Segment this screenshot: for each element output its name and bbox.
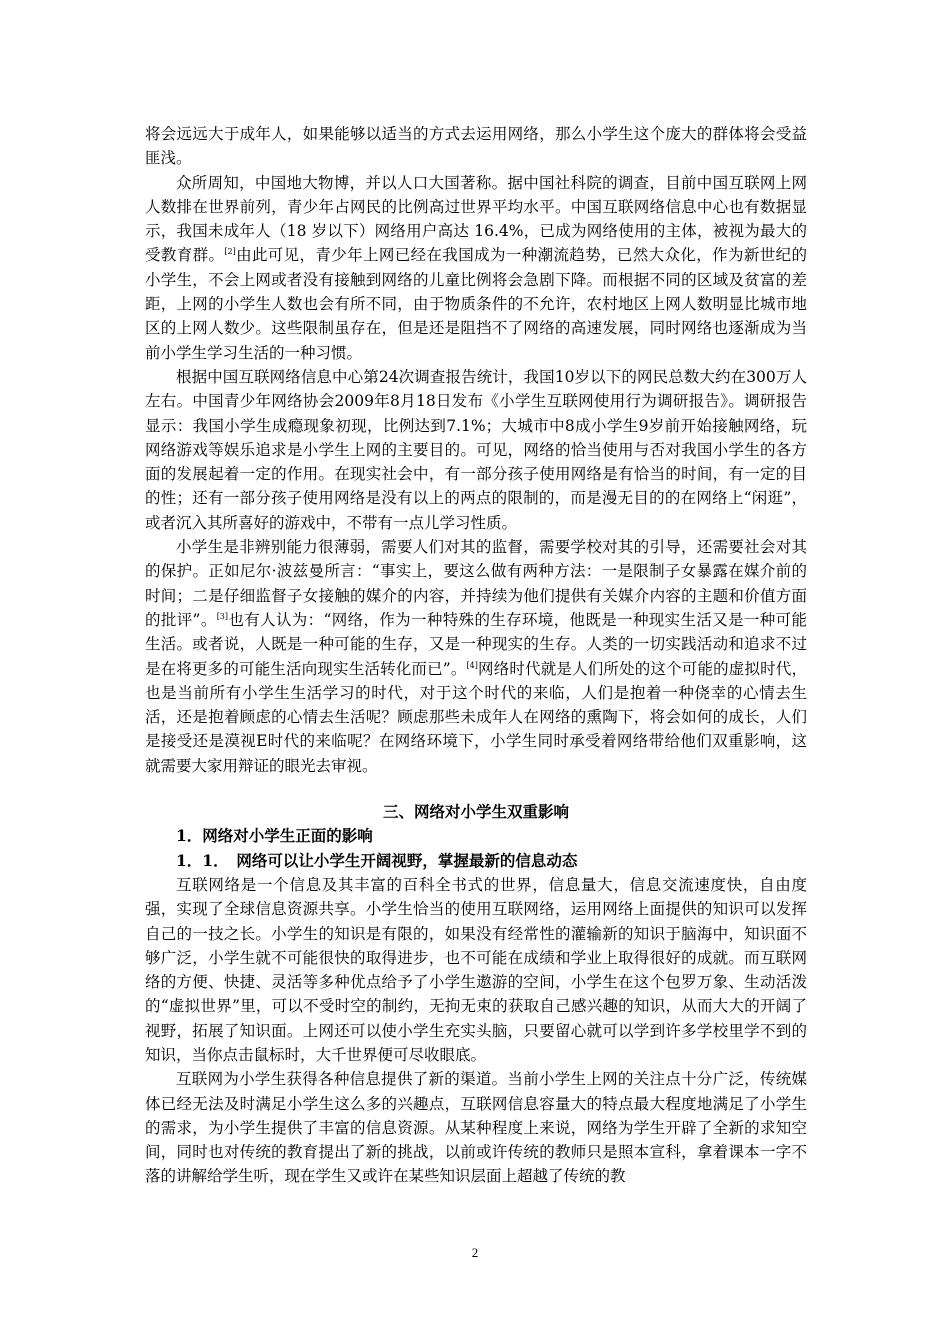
paragraph-2 bbox=[145, 171, 807, 365]
paragraph-2-text-a: 众所周知，中国地大物博，并以人口大国著称。据中国社科院的调查，目前中国互联网上网人数排在世界前列，青少年占网民的比例高过世界平均水平。中国互联网络信息中心也有数据显示，我国未成年人（18 岁以下）网络用户高达 16.4%，已成为网络使用的主体，被视为最大的受教育群。 bbox=[145, 173, 807, 265]
citation-4: [4] bbox=[466, 660, 478, 670]
paragraph-3: 根据中国互联网络信息中心第24次调查报告统计，我国10岁以下的网民总数大约在300万人左右。中国青少年网络协会2009年8月18日发布《小学生互联网使用行为调研报告》。调研报告显示：我国小学生成瘾现象初现，比例达到7.1%；大城市中8成小学生9岁前开始接触网络，玩网络游戏等娱乐追求是小学生上网的主要目的。可见，网络的恰当使用与否对我国小学生的各方面的发展起着一定的作用。在现实社会中，有一部分孩子使用网络是有恰当的时间，有一定的目的性；还有一部分孩子使用网络是没有以上的两点的限制的，而是漫无目的的在网络上“闲逛”，或者沉入其所喜好的游戏中，不带有一点儿学习性质。 bbox=[145, 367, 807, 532]
paragraph-4-text-c: 网络时代就是人们所处的这个可能的虚拟时代，也是当前所有小学生生活学习的时代，对于这个时代的来临，人们是抱着一种侥幸的心情去生活，还是抱着顾虑的心情去生活呢？顾虑那些未成年人在网络的熏陶下，将会如何的成长，人们是接受还是漠视E时代的来临呢？在网络环境下，小学生同时承受着网络带给他们双重影响，这就需要大家用辩证的眼光去审视。 bbox=[145, 659, 807, 775]
subsection-heading-1: 1．网络对小学生正面的影响 bbox=[176, 826, 373, 846]
paragraph-5: 互联网络是一个信息及其丰富的百科全书式的世界，信息量大，信息交流速度快，自由度强，实现了全球信息资源共享。小学生恰当的使用互联网络，运用网络上面提供的知识可以发挥自己的一技之长。小学生的知识是有限的，如果没有经常性的灌输新的知识于脑海中，知识面不够广泛，小学生就不可能很快的取得进步，也不可能在成绩和学业上取得很好的成就。而互联网络的方便、快捷、灵活等多种优点给予了小学生遨游的空间，小学生在这个包罗万象、生动活泼的“虚拟世界”里，可以不受时空的制约，无拘无束的获取自己感兴趣的知识，从而大大的开阔了视野，拓展了知识面。上网还可以使小学生充实头脑，只要留心就可以学到许多学校里学不到的知识，当你点击鼠标时，大千世界便可尽收眼底。 bbox=[145, 875, 807, 1064]
page-number: 2 bbox=[471, 1245, 479, 1260]
paragraph-6: 互联网为小学生获得各种信息提供了新的渠道。当前小学生上网的关注点十分广泛，传统媒体已经无法及时满足小学生这么多的兴趣点，互联网信息容量大的特点最大程度地满足了小学生的需求，为小学生提供了丰富的信息资源。从某种程度上来说，网络为学生开辟了全新的求知空间，同时也对传统的教育提出了新的挑战，以前或许传统的教师只是照本宣科，拿着课本一字不落的讲解给学生听，现在学生又或许在某些知识层面上超越了传统的教 bbox=[145, 1070, 807, 1186]
paragraph-2-text-b: 由此可见，青少年上网已经在我国成为一种潮流趋势，已然大众化，作为新世纪的小学生，不会上网或者没有接触到网络的儿童比例将会急剧下降。而根据不同的区域及贫富的差距，上网的小学生人数也会有所不同，由于物质条件的不允许，农村地区上网人数明显比城市地区的上网人数少。这些限制虽存在，但是还是阻挡不了网络的高速发展，同时网络也逐渐成为当前小学生学习生活的一种习惯。 bbox=[145, 246, 807, 362]
section-title: 三、网络对小学生双重影响 bbox=[382, 802, 569, 822]
paragraph-1: 将会远远大于成年人，如果能够以适当的方式去运用网络，那么小学生这个庞大的群体将会受益匪浅。 bbox=[145, 125, 807, 168]
paragraph-4-text-a: 小学生是非辨别能力很薄弱，需要人们对其的监督，需要学校对其的引导，还需要社会对其的保护。正如尼尔·波兹曼所言：“事实上，要这么做有两种方法：一是限制子女暴露在媒介前的时间；二是仔细监督子女接触的媒介的内容，并持续为他们提供有关媒介内容的主题和价值方面的批评”。 bbox=[145, 538, 807, 629]
document-page bbox=[145, 122, 807, 1189]
subsection-heading-1-1: 1．1． 网络可以让小学生开阔视野，掌握最新的信息动态 bbox=[176, 850, 578, 870]
citation-2: [2] bbox=[224, 247, 236, 257]
citation-3: [3] bbox=[216, 611, 229, 621]
paragraph-4-text-b: 也有人认为：“网络，作为一种特殊的生存环境，他既是一种现实生活又是一种可能生活。或者说，人既是一种可能的生存，又是一种现实的生存。人类的一切实践活动和追求不过是在将更多的可能生活向现实生活转化而已”。 bbox=[145, 610, 807, 678]
paragraph-4 bbox=[145, 535, 807, 778]
